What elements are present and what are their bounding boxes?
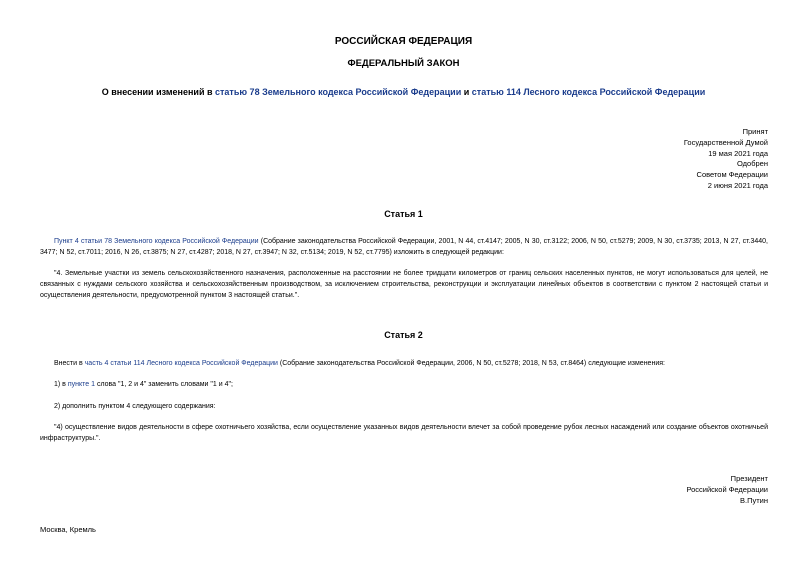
adoption-line: Государственной Думой xyxy=(683,137,768,147)
adoption-line: Принят xyxy=(742,127,768,136)
adoption-line: Советом Федерации xyxy=(696,170,768,180)
title-prefix: О внесении изменений в xyxy=(101,87,216,97)
federation-heading: РОССИЙСКАЯ ФЕДЕРАЦИЯ xyxy=(334,36,473,47)
signature-block xyxy=(686,474,768,506)
signing-place: Москва, Кремль xyxy=(40,525,96,534)
paragraph-text: Внести в xyxy=(54,360,85,367)
article-1-paragraph-1 xyxy=(40,237,768,259)
signature-line: Президент xyxy=(730,474,768,483)
adoption-line: Одобрен xyxy=(737,159,768,169)
title-link-land-code[interactable]: статью 78 Земельного кодекса Российской Федерации xyxy=(215,87,462,97)
title-link-forest-code[interactable]: статью 114 Лесного кодекса Российской Федерации xyxy=(471,87,706,97)
link-forest-code-part-4[interactable]: часть 4 статьи 114 Лесного кодекса Российской Федерации xyxy=(84,360,278,367)
article-2-heading: Статья 2 xyxy=(384,330,423,340)
article-1-heading: Статья 1 xyxy=(384,209,423,219)
adoption-line: 2 июня 2021 года xyxy=(707,180,768,190)
article-1-paragraph-2: "4. Земельные участки из земель сельскохозяйственного назначения, расположенные на расстоянии не более тридцати километров от границ сельских населенных пунктов, не могут использоваться для целей, не связанных с нуждами сельского хозяйства и сельскохозяйственным производством, за исключением строительства, реконструкции и эксплуатации линейных объектов в соответствии с пунктом 2 настоящей статьи и осуществления деятельности, предусмотренной пунктом 3 настоящей статьи.". xyxy=(40,270,768,299)
law-type-heading: ФЕДЕРАЛЬНЫЙ ЗАКОН xyxy=(347,58,460,69)
paragraph-text: (Собрание законодательства Российской Федерации, 2001, N 44, ст.4147; 2005, N 30, ст.3122; 2006, N 50, ст.5279; 2009, N 30, ст.3735; 2013, N 27, ст.3440, 3477; N 52, ст.7011; 2016, N 26, ст.3875; N 27, ст.4287; 2018, N 27, ст.3947; N 32, ст.5134; 2019, N 52, ст.7795) изложить в следующей редакции: xyxy=(40,238,769,256)
article-2-paragraph-2 xyxy=(40,380,768,391)
signature-line: В.Путин xyxy=(740,495,768,505)
law-title xyxy=(0,87,807,97)
article-2-paragraph-3: 2) дополнить пунктом 4 следующего содержания: xyxy=(54,403,216,410)
signature-line: Российской Федерации xyxy=(686,484,768,494)
article-2-paragraph-1 xyxy=(40,359,768,370)
paragraph-text: (Собрание законодательства Российской Федерации, 2006, N 50, ст.5278; 2018, N 53, ст.8464) следующие изменения: xyxy=(277,360,665,367)
adoption-line: 19 мая 2021 года xyxy=(708,148,768,158)
adoption-info xyxy=(684,127,768,192)
paragraph-text: 1) в xyxy=(54,381,68,388)
paragraph-text: слова "1, 2 и 4" заменить словами "1 и 4"; xyxy=(95,381,233,388)
article-2-paragraph-4: "4) осуществление видов деятельности в сфере охотничьего хозяйства, если осуществление указанных видов деятельности влечет за собой проведение рубок лесных насаждений или создание объектов охотничьей инфраструктуры.". xyxy=(40,424,768,442)
link-point-1[interactable]: пункте 1 xyxy=(67,381,95,388)
link-land-code-point-4[interactable]: Пункт 4 статьи 78 Земельного кодекса Российской Федерации xyxy=(54,238,259,245)
title-middle: и xyxy=(461,87,472,97)
